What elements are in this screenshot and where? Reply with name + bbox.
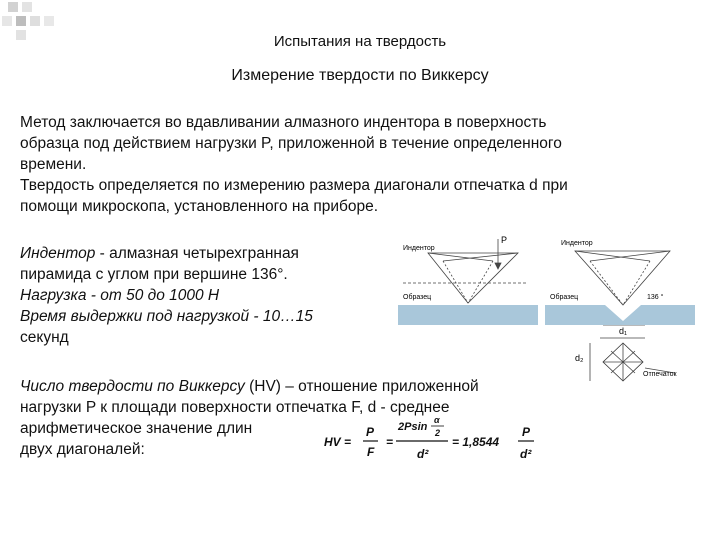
hv-label: Число твердости по Виккерсу — [20, 378, 245, 395]
indenter-diagram — [398, 233, 538, 333]
sample-with-dent — [545, 305, 695, 325]
intro-line: помощи микроскопа, установленного на приборе. — [20, 198, 379, 215]
spec-indenter — [20, 243, 380, 264]
spec-hold-text: под нагрузкой - 10…15 — [142, 308, 313, 325]
formula-p2: P — [522, 425, 531, 439]
formula-eq1: = — [386, 435, 394, 449]
imprint-label: Отпечаток — [643, 371, 677, 378]
slide-title: Испытания на твердость — [273, 33, 447, 50]
formula-eq2: = 1,8544 — [452, 435, 500, 449]
intro-line: Метод заключается во вдавливании алмазного индентора в поверхность — [20, 114, 547, 131]
intro-line: времени. — [20, 156, 87, 173]
formula-p: P — [366, 425, 375, 439]
sample-block — [398, 305, 538, 325]
intro-line: образца под действием нагрузки P, приложенной в течение определенного — [20, 135, 562, 152]
hv-line-1 — [20, 376, 580, 397]
indenter-label: Индентор — [403, 245, 435, 252]
angle-label: 136 ° — [647, 294, 664, 301]
spec-indenter-label: Индентор — [20, 245, 96, 262]
hv-line-3: арифметическое значение длин — [20, 420, 253, 437]
spec-list — [20, 243, 380, 348]
intro-paragraph — [20, 112, 680, 217]
indenter-label-2: Индентор — [561, 240, 593, 247]
hv-line-2: нагрузки P к площади поверхности отпечатка F, d - среднее — [20, 399, 450, 416]
spec-load — [20, 285, 380, 306]
hv-line-4: двух диагоналей: — [20, 441, 145, 458]
spec-hold — [20, 306, 380, 327]
formula-d2: d² — [417, 447, 429, 461]
spec-load-label: Нагрузка — [20, 287, 87, 304]
formula-f: F — [367, 445, 375, 459]
sample-label: Образец — [403, 294, 432, 301]
intro-line: Твердость определяется по измерению размера диагонали отпечатка d при — [20, 177, 568, 194]
formula-two: 2 — [435, 428, 441, 438]
spec-load-text: - от 50 до 1000 Н — [86, 287, 220, 304]
load-p-label: P — [501, 235, 508, 245]
hv-formula — [320, 414, 560, 470]
d1-label: d₁ — [619, 326, 628, 336]
spec-hold-cont: секунд — [20, 329, 69, 346]
d2-label: d₂ — [575, 353, 584, 363]
spec-hold-label: Время выдержки — [20, 308, 143, 325]
formula-alpha: α — [434, 415, 440, 425]
imprint-diagram — [545, 233, 695, 383]
spec-indenter-cont: пирамида с углом при вершине 136°. — [20, 266, 288, 283]
formula-d2b: d² — [520, 447, 532, 461]
slide-subtitle: Измерение твердости по Виккерсу — [231, 67, 489, 84]
sample-label-2: Образец — [550, 294, 579, 301]
spec-indenter-text: - алмазная четырехгранная — [95, 245, 299, 262]
pyramid-outline — [428, 253, 518, 303]
formula-hv: HV = — [324, 435, 352, 449]
hv-line-1-rest: (HV) – отношение приложенной — [244, 378, 479, 395]
formula-2psin: 2Psin — [398, 421, 428, 433]
